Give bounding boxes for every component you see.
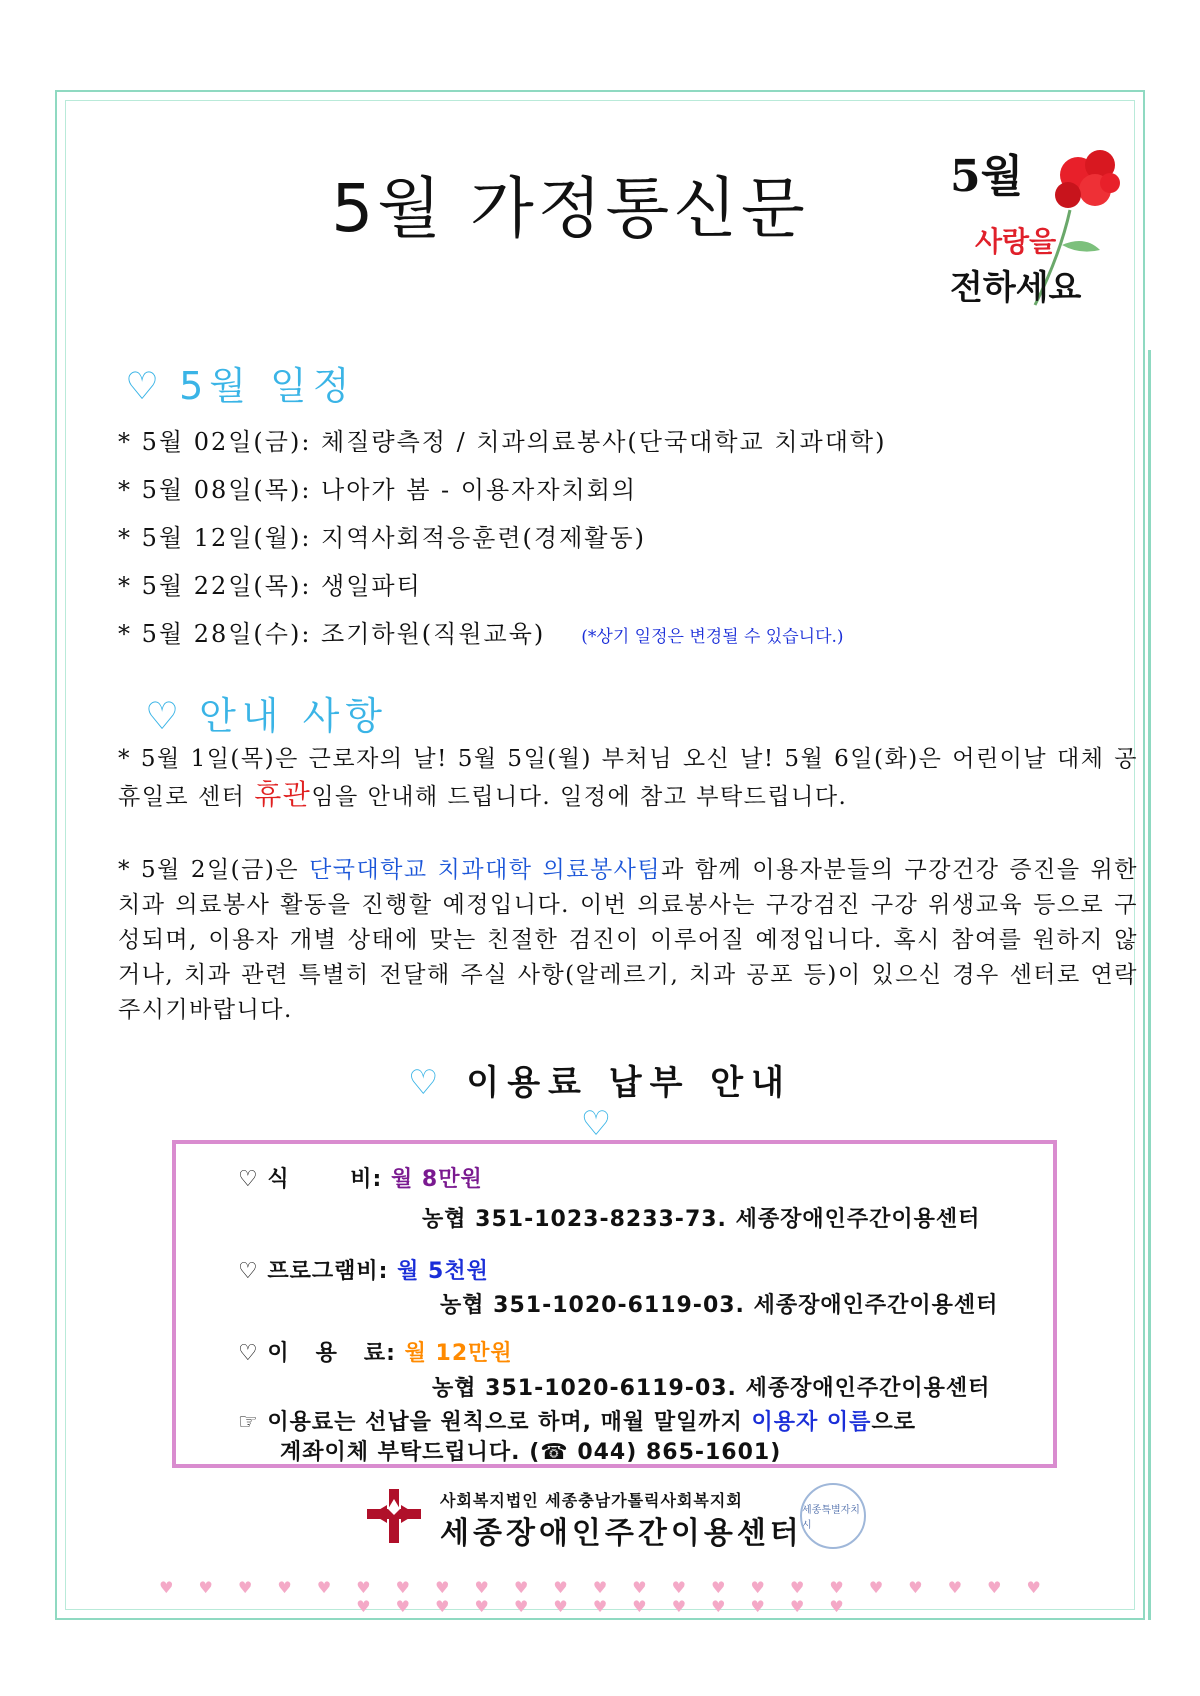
notice-paragraph-1	[118, 742, 1138, 815]
fee-usage-amount: 월 12만원	[404, 1341, 513, 1366]
heart-icon: ♡	[408, 1063, 447, 1103]
heart-icon: ♡	[580, 1104, 620, 1144]
notice2-text: * 5월 2일(금)은	[118, 857, 310, 883]
heart-icon: ♡	[238, 1341, 259, 1366]
fee-program-label: 프로그램비:	[267, 1259, 389, 1284]
fee-program-account: 농협 351-1020-6119-03. 세종장애인주간이용센터	[440, 1293, 999, 1318]
fee-note-highlight: 이용자 이름	[751, 1410, 872, 1435]
schedule-note: (*상기 일정은 변경될 수 있습니다.)	[581, 627, 844, 647]
fee-meal-amount: 월 8만원	[391, 1167, 483, 1192]
footer-hearts: ♥ ♥ ♥ ♥ ♥ ♥ ♥ ♥ ♥ ♥ ♥ ♥ ♥ ♥ ♥ ♥ ♥ ♥ ♥ ♥ ♥ ♥ ♥ ♥ ♥ ♥ ♥ ♥ ♥ ♥ ♥ ♥ ♥ ♥ ♥ ♥	[159, 1578, 1051, 1616]
fee-heading	[380, 1055, 820, 1144]
carnation-badge	[950, 135, 1135, 335]
fee-program-amount: 월 5천원	[397, 1259, 489, 1284]
schedule-item: * 5월 02일(금): 체질량측정 / 치과의료봉사(단국대학교 치과대학)	[118, 428, 887, 456]
fee-meal-account: 농협 351-1023-8233-73. 세종장애인주간이용센터	[422, 1207, 981, 1232]
seal-text: 세종특별자치시	[802, 1505, 860, 1531]
notice-heading-text: 안내 사항	[199, 694, 388, 738]
fee-note-text-end: 으로	[871, 1410, 916, 1435]
frame-accent-line	[1148, 350, 1151, 1620]
schedule-item: * 5월 08일(목): 나아가 봄 - 이용자자치회의	[118, 476, 638, 504]
heart-icon: ♡	[238, 1167, 259, 1192]
org-subtitle: 사회복지법인 세종충남가톨릭사회복지회	[440, 1491, 743, 1510]
schedule-item: * 5월 22일(목): 생일파티	[118, 572, 422, 600]
fee-usage-label: 이 용 료:	[267, 1341, 396, 1366]
fee-usage	[238, 1336, 513, 1367]
fee-meal-label: 식 비:	[267, 1167, 383, 1192]
fee-heading-text: 이용료 납부 안내	[466, 1063, 792, 1103]
heart-icon: ♡	[145, 694, 186, 738]
city-seal-icon	[800, 1483, 866, 1549]
page-title: 5월 가정통신문	[331, 170, 809, 247]
schedule-item: * 5월 12일(월): 지역사회적응훈련(경제활동)	[118, 524, 646, 552]
schedule-item-last	[118, 614, 844, 649]
badge-convey: 전하세요	[950, 268, 1082, 308]
fee-note-line2: 계좌이체 부탁드립니다. (☎ 044) 865-1601)	[280, 1440, 782, 1465]
fee-note-text: 이용료는 선납을 원칙으로 하며, 매월 말일까지	[267, 1410, 752, 1435]
fee-note	[238, 1405, 916, 1436]
notice1-highlight: 휴관	[254, 778, 312, 811]
schedule-item-text: * 5월 28일(수): 조기하원(직원교육)	[118, 620, 546, 648]
heart-icon: ♡	[125, 364, 166, 408]
caritas-logo-icon	[365, 1487, 423, 1545]
fee-meal	[238, 1162, 483, 1193]
badge-month: 5월	[950, 151, 1024, 202]
fee-usage-account: 농협 351-1020-6119-03. 세종장애인주간이용센터	[432, 1376, 991, 1401]
notice1-text: * 5월 1일(목)은 근로자의 날! 5월 5일(월) 부처님 오신 날! 5월 6일(화)은 어린이날 대체 공휴일로 센터	[118, 746, 1138, 810]
fee-program	[238, 1254, 489, 1285]
schedule-heading-text: 5월 일정	[179, 364, 356, 408]
pointing-hand-icon: ☞	[238, 1410, 259, 1435]
heart-icon: ♡	[238, 1259, 259, 1284]
notice1-text-end: 임을 안내해 드립니다. 일정에 참고 부탁드립니다.	[311, 784, 848, 810]
notice2-text-end: 과 함께 이용자분들의 구강건강 증진을 위한 치과 의료봉사 활동을 진행할 예정입니다. 이번 의료봉사는 구강검진 구강 위생교육 등으로 구성되며, 이용자 개별 상태에 맞는 친절한 검진이 이루어질 예정입니다. 혹시 참여를 원하지 않거나, 치과 관련 특별히 전달해 주실 사항(알레르기, 치과 공포 등)이 있으신 경우 센터로 연락 주시기바랍니다.	[118, 857, 1138, 1023]
notice-paragraph-2	[118, 853, 1138, 1028]
org-name: 세종장애인주간이용센터	[440, 1516, 803, 1551]
notice2-highlight: 단국대학교 치과대학 의료봉사팀	[309, 857, 662, 883]
notice-heading	[145, 685, 388, 740]
badge-love: 사랑을	[975, 225, 1057, 258]
schedule-heading	[125, 355, 355, 410]
